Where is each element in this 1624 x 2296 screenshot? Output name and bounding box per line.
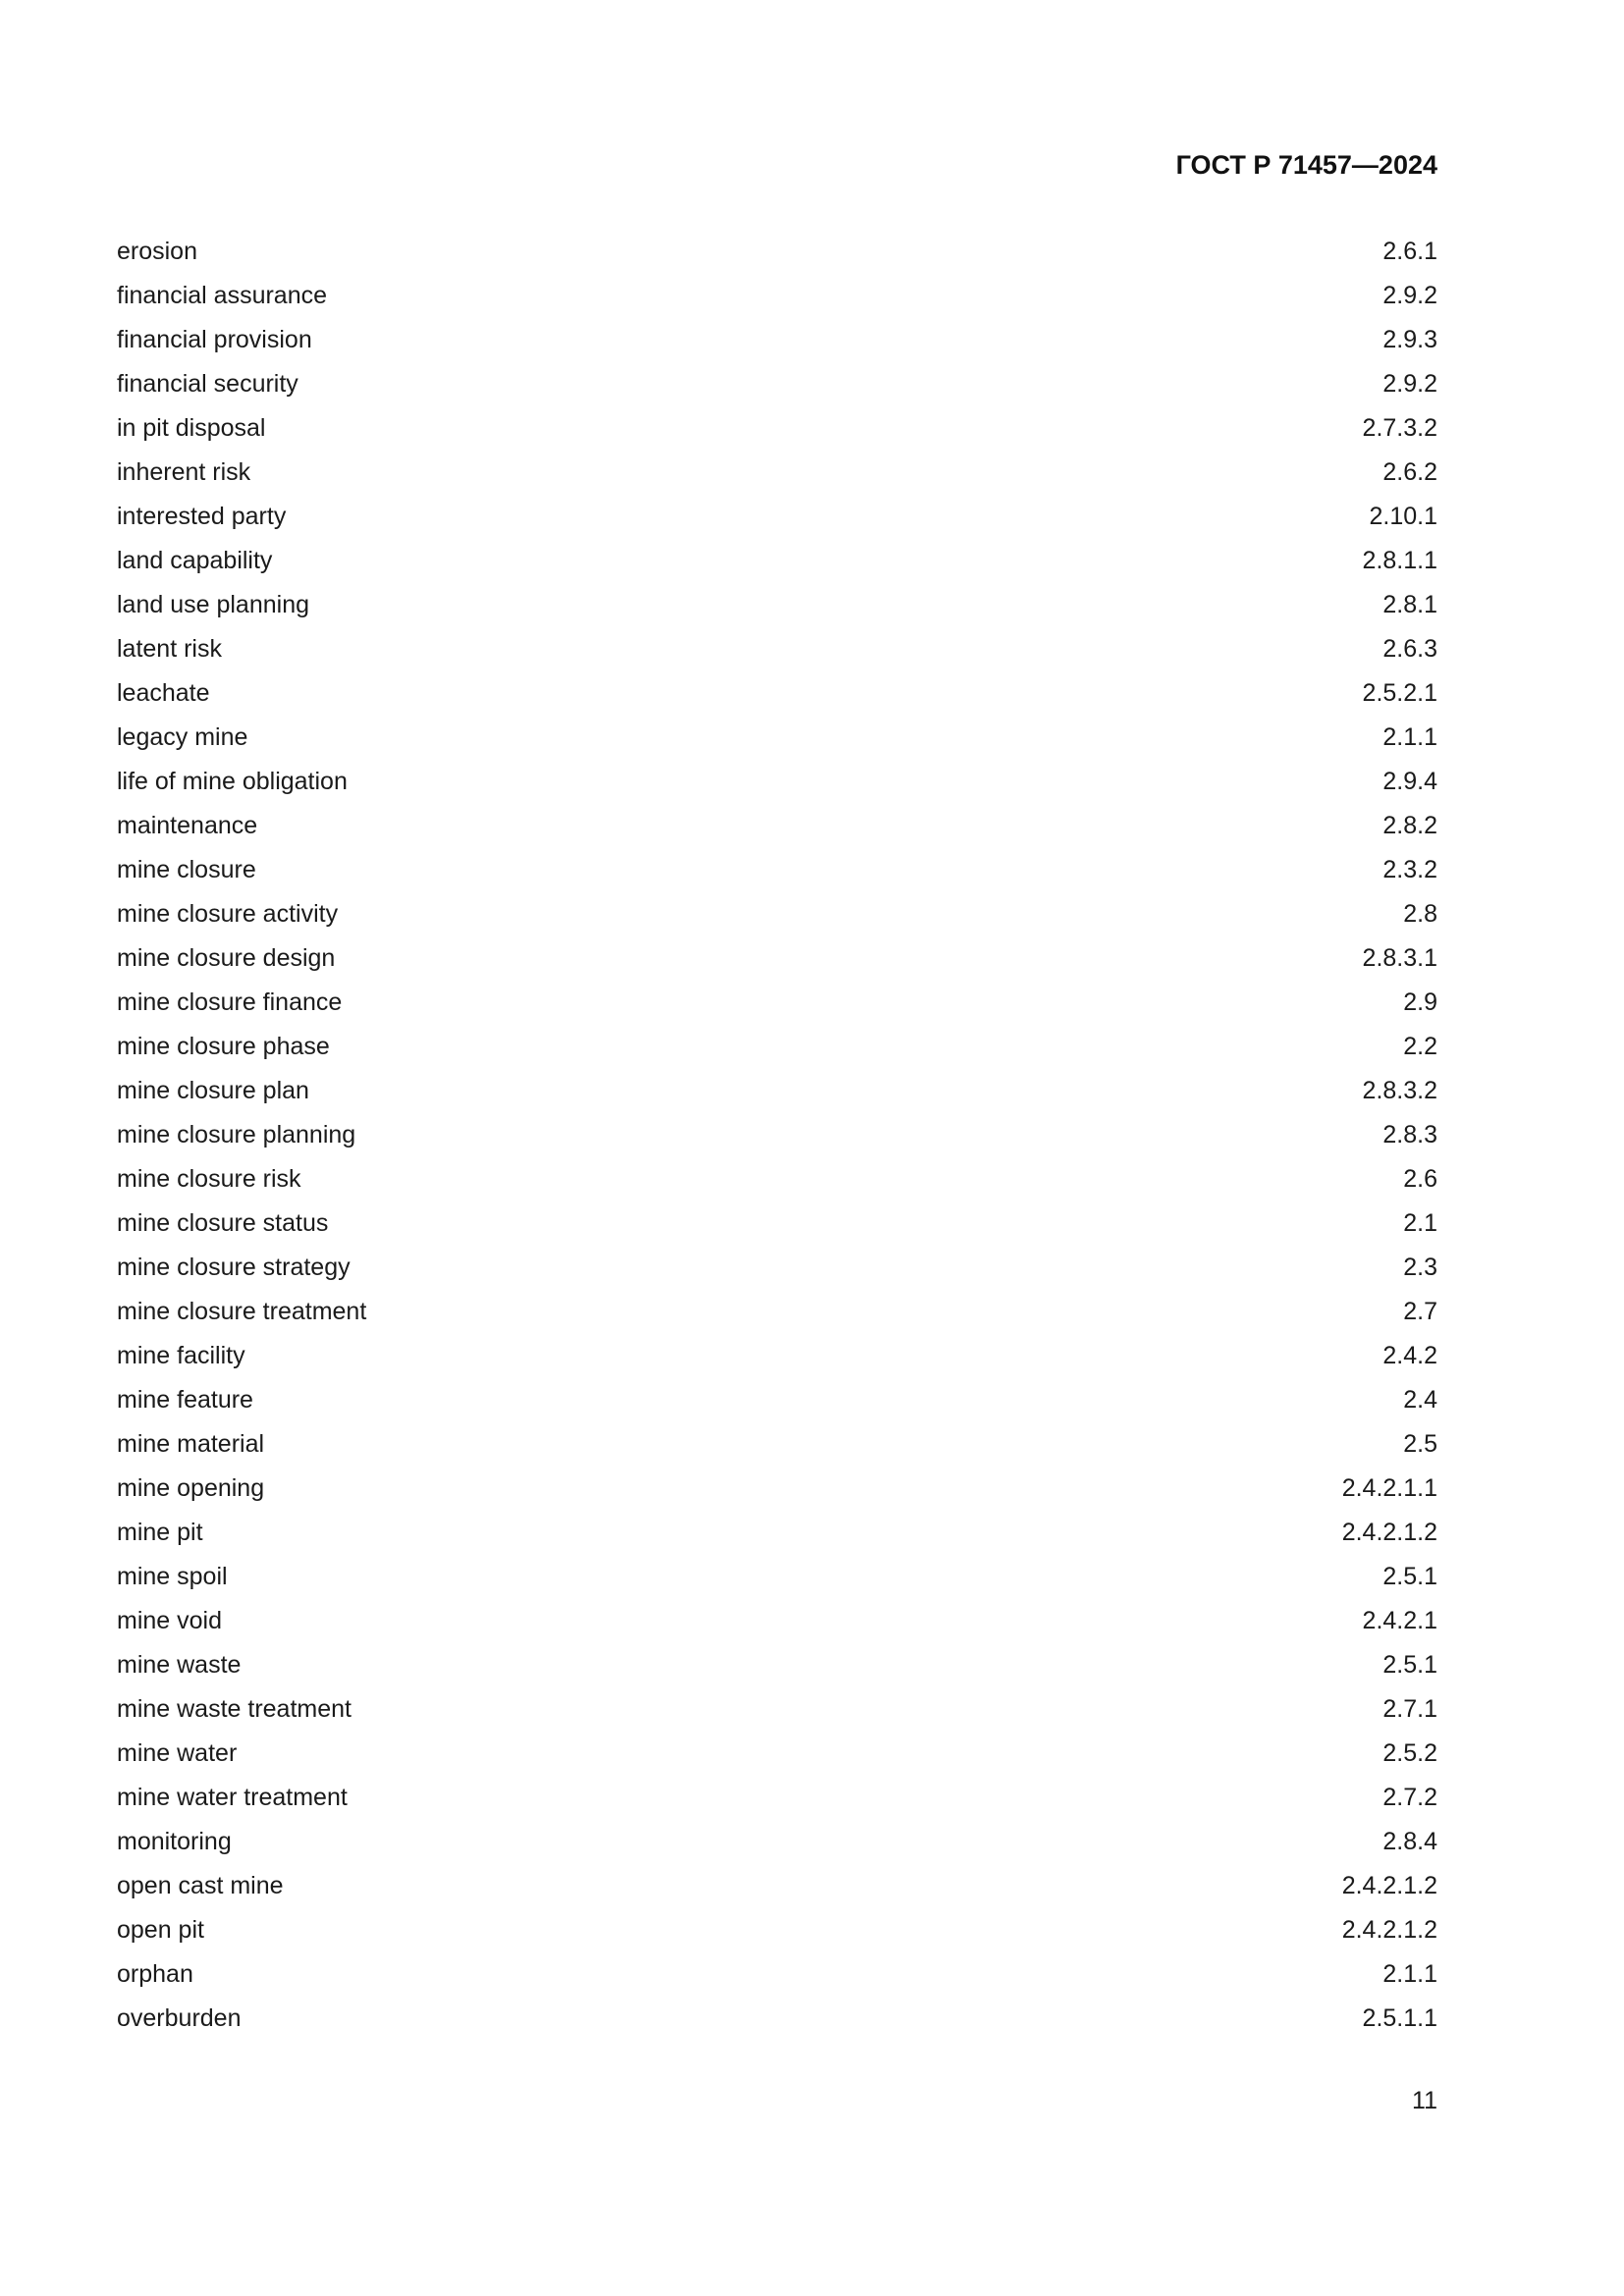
index-term: mine feature bbox=[117, 1386, 253, 1414]
index-term: erosion bbox=[117, 238, 197, 265]
index-row bbox=[117, 1467, 1437, 1511]
index-term: monitoring bbox=[117, 1828, 232, 1855]
index-ref: 2.7.3.2 bbox=[1362, 414, 1437, 442]
index-ref: 2.1.1 bbox=[1382, 723, 1437, 751]
index-ref: 2.5 bbox=[1403, 1430, 1437, 1458]
index-term: mine facility bbox=[117, 1342, 245, 1369]
index-ref: 2.7 bbox=[1403, 1298, 1437, 1325]
index-ref: 2.5.1 bbox=[1382, 1563, 1437, 1590]
index-term: mine closure strategy bbox=[117, 1254, 351, 1281]
index-row bbox=[117, 1422, 1437, 1467]
index-row bbox=[117, 1511, 1437, 1555]
index-term: mine closure activity bbox=[117, 900, 339, 928]
index-term: mine material bbox=[117, 1430, 265, 1458]
index-row bbox=[117, 1599, 1437, 1643]
index-row bbox=[117, 1776, 1437, 1820]
index-row bbox=[117, 1378, 1437, 1422]
index-row bbox=[117, 804, 1437, 848]
index-row bbox=[117, 1732, 1437, 1776]
index-row bbox=[117, 848, 1437, 892]
index-ref: 2.9.4 bbox=[1382, 768, 1437, 795]
index-ref: 2.7.1 bbox=[1382, 1695, 1437, 1723]
index-row bbox=[117, 1908, 1437, 1952]
index-term: open pit bbox=[117, 1916, 204, 1944]
index-row bbox=[117, 936, 1437, 981]
index-ref: 2.4.2.1.2 bbox=[1341, 1872, 1437, 1899]
index-term: mine void bbox=[117, 1607, 222, 1634]
index-term: mine water treatment bbox=[117, 1784, 348, 1811]
index-ref: 2.7.2 bbox=[1382, 1784, 1437, 1811]
index-row bbox=[117, 1687, 1437, 1732]
index-term: mine closure status bbox=[117, 1209, 329, 1237]
index-term: interested party bbox=[117, 503, 287, 530]
index-row bbox=[117, 760, 1437, 804]
index-ref: 2.9.3 bbox=[1382, 326, 1437, 353]
index-term: mine waste treatment bbox=[117, 1695, 352, 1723]
index-term: financial assurance bbox=[117, 282, 328, 309]
index-ref: 2.9 bbox=[1403, 988, 1437, 1016]
index-ref: 2.8.3.1 bbox=[1362, 944, 1437, 972]
index-row bbox=[117, 1025, 1437, 1069]
index-ref: 2.4.2.1.1 bbox=[1341, 1474, 1437, 1502]
index-ref: 2.10.1 bbox=[1369, 503, 1437, 530]
index-row bbox=[117, 362, 1437, 406]
index-term: inherent risk bbox=[117, 458, 251, 486]
page-number: 11 bbox=[1412, 2087, 1437, 2114]
index-row bbox=[117, 1997, 1437, 2041]
index-row bbox=[117, 1952, 1437, 1997]
index-row bbox=[117, 318, 1437, 362]
index-ref: 2.8.3.2 bbox=[1362, 1077, 1437, 1104]
index-term: legacy mine bbox=[117, 723, 248, 751]
index-ref: 2.6.1 bbox=[1382, 238, 1437, 265]
index-term: mine closure finance bbox=[117, 988, 343, 1016]
index-ref: 2.4.2.1.2 bbox=[1341, 1916, 1437, 1944]
index-term: mine closure phase bbox=[117, 1033, 330, 1060]
index-row bbox=[117, 671, 1437, 716]
index-ref: 2.6.3 bbox=[1382, 635, 1437, 663]
index-row bbox=[117, 406, 1437, 451]
index-term: land capability bbox=[117, 547, 273, 574]
index-ref: 2.3 bbox=[1403, 1254, 1437, 1281]
index-row bbox=[117, 1246, 1437, 1290]
index-term: in pit disposal bbox=[117, 414, 266, 442]
index-row bbox=[117, 981, 1437, 1025]
index-term: mine waste bbox=[117, 1651, 242, 1679]
index-row bbox=[117, 1555, 1437, 1599]
term-index-list bbox=[117, 230, 1437, 2041]
index-row bbox=[117, 1334, 1437, 1378]
index-term: mine pit bbox=[117, 1519, 203, 1546]
index-ref: 2.4.2 bbox=[1382, 1342, 1437, 1369]
index-row bbox=[117, 627, 1437, 671]
index-ref: 2.6.2 bbox=[1382, 458, 1437, 486]
index-ref: 2.5.1 bbox=[1382, 1651, 1437, 1679]
index-ref: 2.8.4 bbox=[1382, 1828, 1437, 1855]
index-term: mine spoil bbox=[117, 1563, 228, 1590]
index-term: maintenance bbox=[117, 812, 258, 839]
index-ref: 2.6 bbox=[1403, 1165, 1437, 1193]
index-row bbox=[117, 1157, 1437, 1201]
index-row bbox=[117, 1820, 1437, 1864]
index-term: financial security bbox=[117, 370, 298, 398]
index-row bbox=[117, 1113, 1437, 1157]
index-ref: 2.8.1 bbox=[1382, 591, 1437, 618]
index-term: overburden bbox=[117, 2004, 242, 2032]
index-ref: 2.9.2 bbox=[1382, 282, 1437, 309]
index-term: mine closure plan bbox=[117, 1077, 309, 1104]
index-row bbox=[117, 1864, 1437, 1908]
index-term: mine closure treatment bbox=[117, 1298, 367, 1325]
index-ref: 2.2 bbox=[1403, 1033, 1437, 1060]
index-term: mine closure planning bbox=[117, 1121, 356, 1148]
standard-header: ГОСТ Р 71457—2024 bbox=[1175, 150, 1437, 180]
index-term: mine opening bbox=[117, 1474, 265, 1502]
index-ref: 2.8.1.1 bbox=[1362, 547, 1437, 574]
index-row bbox=[117, 716, 1437, 760]
index-term: life of mine obligation bbox=[117, 768, 348, 795]
index-ref: 2.3.2 bbox=[1382, 856, 1437, 883]
index-ref: 2.9.2 bbox=[1382, 370, 1437, 398]
index-row bbox=[117, 583, 1437, 627]
index-row bbox=[117, 892, 1437, 936]
index-ref: 2.1 bbox=[1403, 1209, 1437, 1237]
index-row bbox=[117, 1290, 1437, 1334]
index-ref: 2.1.1 bbox=[1382, 1960, 1437, 1988]
index-ref: 2.5.1.1 bbox=[1362, 2004, 1437, 2032]
index-row bbox=[117, 230, 1437, 274]
index-term: mine closure bbox=[117, 856, 256, 883]
index-ref: 2.4.2.1.2 bbox=[1341, 1519, 1437, 1546]
index-ref: 2.5.2.1 bbox=[1362, 679, 1437, 707]
index-term: leachate bbox=[117, 679, 210, 707]
index-ref: 2.4 bbox=[1403, 1386, 1437, 1414]
index-row bbox=[117, 274, 1437, 318]
index-ref: 2.8.2 bbox=[1382, 812, 1437, 839]
index-ref: 2.8 bbox=[1403, 900, 1437, 928]
index-row bbox=[117, 1069, 1437, 1113]
index-term: latent risk bbox=[117, 635, 222, 663]
index-term: mine closure risk bbox=[117, 1165, 301, 1193]
index-row bbox=[117, 1643, 1437, 1687]
index-term: orphan bbox=[117, 1960, 193, 1988]
index-ref: 2.5.2 bbox=[1382, 1739, 1437, 1767]
index-row bbox=[117, 539, 1437, 583]
index-ref: 2.8.3 bbox=[1382, 1121, 1437, 1148]
index-row bbox=[117, 1201, 1437, 1246]
index-term: land use planning bbox=[117, 591, 309, 618]
index-term: financial provision bbox=[117, 326, 312, 353]
index-row bbox=[117, 451, 1437, 495]
index-row bbox=[117, 495, 1437, 539]
index-term: mine closure design bbox=[117, 944, 336, 972]
index-term: open cast mine bbox=[117, 1872, 284, 1899]
index-ref: 2.4.2.1 bbox=[1362, 1607, 1437, 1634]
index-term: mine water bbox=[117, 1739, 238, 1767]
